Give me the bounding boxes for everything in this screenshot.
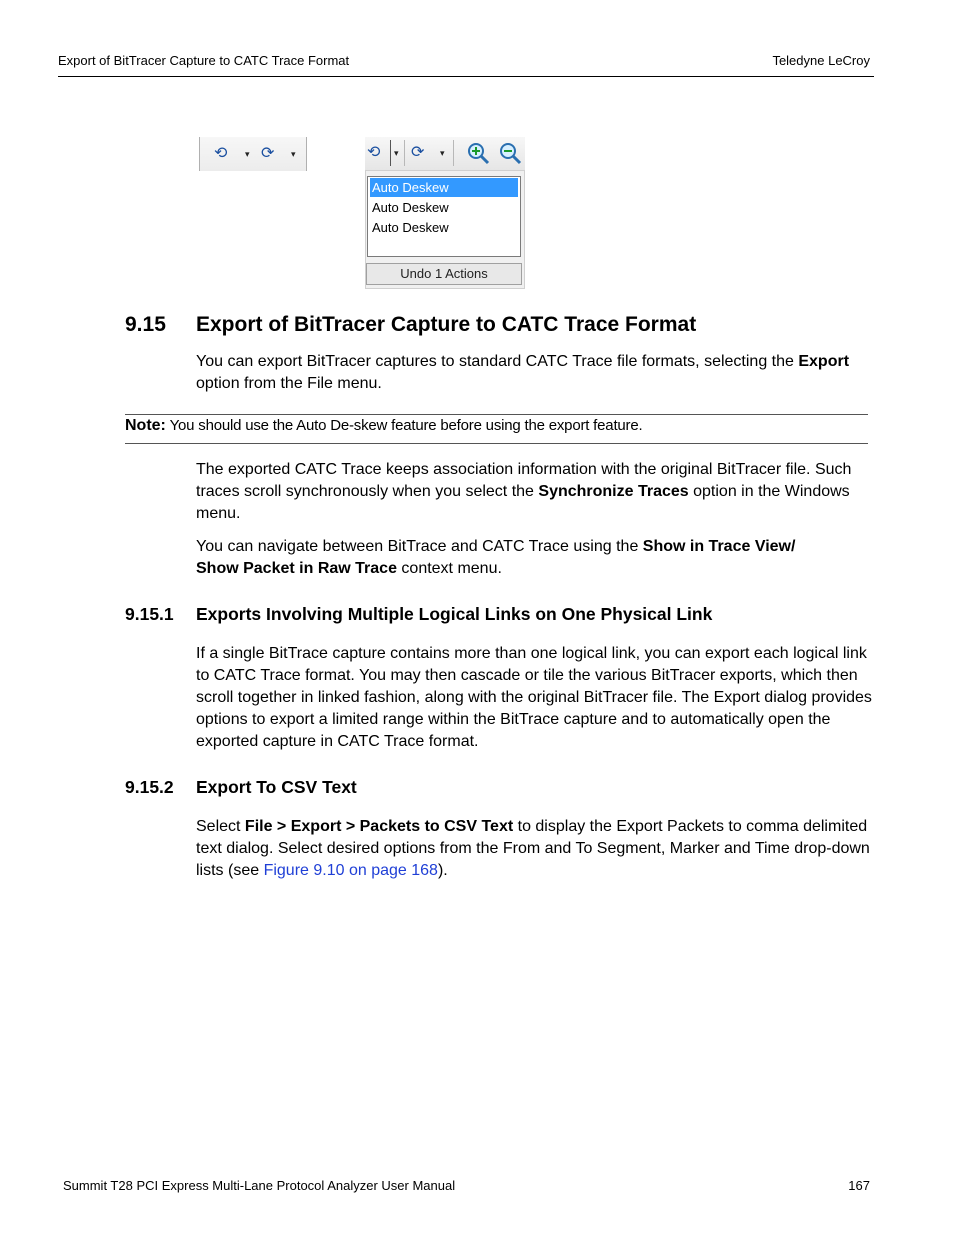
- subsection-title: Export To CSV Text: [196, 777, 357, 797]
- undo-actions-button[interactable]: Undo 1 Actions: [366, 263, 522, 285]
- paragraph-csv-export: Select File > Export > Packets to CSV Text to display the Export Packets to comma delimited text dialog. Select desired options from the From and To Segment, Marker and Time drop-down lists (see Figure 9.10 on page 168).: [196, 818, 870, 879]
- zoom-in-icon: [466, 141, 490, 165]
- paragraph-navigate: You can navigate between BitTrace and CATC Trace using the Show in Trace View/ Show Packet in Raw Trace context menu.: [196, 538, 796, 577]
- subsection-number: 9.15.1: [125, 604, 174, 624]
- page-number: 167: [848, 1178, 870, 1193]
- undo-arrow-icon: ⟲: [214, 145, 228, 162]
- running-header-company: Teledyne LeCroy: [772, 53, 870, 68]
- chevron-down-icon: ▾: [291, 149, 296, 159]
- figure-cross-reference-link[interactable]: Figure 9.10 on page 168: [263, 862, 438, 879]
- paragraph-exported-trace: The exported CATC Trace keeps association information with the original BitTracer file. Such traces scroll synchronously when you select the Synchronize Traces option in the Windows menu.: [196, 461, 852, 522]
- note-label: Note:: [125, 417, 166, 434]
- toolbar-undo-dropdown-image: [365, 137, 525, 170]
- redo-arrow-icon: ⟳: [261, 145, 275, 162]
- note-bottom-rule: [125, 443, 868, 444]
- divider: [453, 140, 454, 166]
- subsection-number: 9.15.2: [125, 777, 174, 797]
- note-top-rule: [125, 414, 868, 415]
- zoom-out-icon: [498, 141, 522, 165]
- list-item[interactable]: Auto Deskew: [372, 200, 449, 215]
- undo-arrow-icon: ⟲: [367, 144, 381, 161]
- chevron-down-icon: ▾: [394, 148, 399, 158]
- undo-history-list[interactable]: [367, 176, 521, 257]
- paragraph-logical-links: If a single BitTrace capture contains more than one logical link, you can export each logical link to CATC Trace format. You may then cascade or tile the various BitTracer exports, which then scroll together in linked fashion, along with the original BitTracer file. The Export dialog provides options to export a limited range within the BitTrace capture and to automatically open the exported capture in CATC Trace format.: [196, 645, 872, 750]
- paragraph-export-intro: You can export BitTracer captures to standard CATC Trace file formats, selecting the Export option from the File menu.: [196, 353, 850, 392]
- redo-arrow-icon: ⟳: [411, 144, 425, 161]
- header-rule: [58, 76, 874, 77]
- chevron-down-icon: ▾: [440, 148, 445, 158]
- section-number: 9.15: [125, 313, 166, 336]
- note-callout: [125, 417, 642, 435]
- toolbar-undo-redo-image: [199, 137, 307, 171]
- running-header-title: Export of BitTracer Capture to CATC Trace Format: [58, 53, 350, 68]
- section-title: Export of BitTracer Capture to CATC Trace Format: [196, 313, 697, 336]
- chevron-down-icon: ▾: [245, 149, 250, 159]
- divider: [390, 140, 391, 166]
- list-item[interactable]: Auto Deskew: [372, 220, 449, 235]
- footer-manual-title: Summit T28 PCI Express Multi-Lane Protocol Analyzer User Manual: [63, 1178, 456, 1193]
- divider: [404, 140, 405, 166]
- subsection-title: Exports Involving Multiple Logical Links on One Physical Link: [196, 604, 713, 624]
- note-text: You should use the Auto De-skew feature before using the export feature.: [165, 417, 643, 434]
- list-item[interactable]: Auto Deskew: [370, 178, 518, 197]
